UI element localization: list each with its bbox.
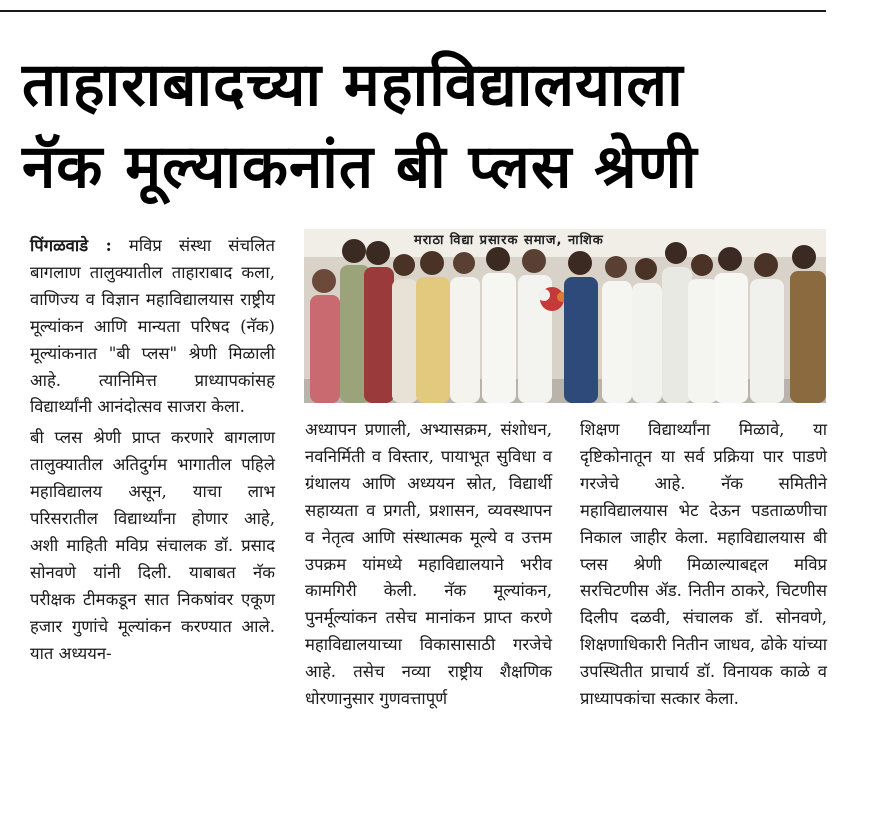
news-photo — [304, 229, 826, 403]
headline-line-2: नॅक मूल्याकनांत बी प्लस श्रेणी — [22, 132, 698, 202]
column-3-text: शिक्षण विद्यार्थ्यांना मिळावे, या दृष्टिकोनातून या सर्व प्रक्रिया पार पाडणे गरजेचे आहे. नॅक समितीने महाविद्यालयास भेट देऊन पडताळणीचा निकाल जाहीर केला. महाविद्यालयास बी प्लस श्रेणी मिळाल्याबद्दल मविप्र सरचिटणीस ॲड. नितीन ठाकरे, चिटणीस दिलीप दळवी, संचालक डॉ. सोनवणे, शिक्षणाधिकारी नितीन जाधव, ढोके यांच्या उपस्थितीत प्राचार्य डॉ. विनायक काळे व प्राध्यापकांचा सत्कार केला. — [580, 420, 827, 709]
paragraph-1 — [30, 232, 275, 421]
paragraph-1-text: मविप्र संस्था संचलित बागलाण तालुक्यातील ताहाराबाद कला, वाणिज्य व विज्ञान महाविद्यालयास राष्ट्रीय मूल्यांकन आणि मान्यता परिषद (नॅक) मूल्यांकनात "बी प्लस" श्रेणी मिळाली आहे. त्यानिमित्त प्राध्यापकांसह विद्यार्थ्यांनी आनंदोत्सव साजरा केला. — [30, 236, 276, 417]
paragraph-2 — [30, 425, 275, 667]
article-column-3 — [580, 417, 827, 713]
top-rule — [0, 10, 826, 12]
article-column-2 — [305, 417, 552, 713]
dateline: पिंगळवाडे : — [30, 235, 112, 255]
headline-line-1: ताहाराबादच्या महाविद्यालयाला — [22, 50, 684, 120]
article-column-1 — [30, 232, 275, 668]
photo-banner-text: मराठा विद्या प्रसारक समाज, नाशिक — [414, 233, 604, 248]
paragraph-2-text: बी प्लस श्रेणी प्राप्त करणारे बागलाण तालुक्यातील अतिदुर्गम भागातील पहिले महाविद्यालय असून, याचा लाभ परिसरातील विद्यार्थ्यांना होणार आहे, अशी माहिती मविप्र संचालक डॉ. प्रसाद सोनवणे यांनी दिली. याबाबत नॅक परीक्षक टीमकडून सात निकषांवर एकूण हजार गुणांचे मूल्यांकन करण्यात आले. यात अध्ययन- — [30, 428, 275, 663]
column-2-text: अध्यापन प्रणाली, अभ्यासक्रम, संशोधन, नवनिर्मिती व विस्तार, पायाभूत सुविधा व ग्रंथालय आणि अध्ययन स्रोत, विद्यार्थी सहाय्यता व प्रगती, प्रशासन, व्यवस्थापन व नेतृत्व आणि संस्थात्मक मूल्ये व उत्तम उपक्रम यांमध्ये महाविद्यालयाने भरीव कामगिरी केली. नॅक मूल्यांकन, पुनर्मूल्यांकन तसेच मानांकन प्राप्त करणे महाविद्यालयाच्या विकासासाठी गरजेचे आहे. तसेच नव्या राष्ट्रीय शैक्षणिक धोरणानुसार गुणवत्तापूर्ण — [305, 420, 552, 709]
group-photo-illustration — [304, 229, 826, 403]
headline — [22, 44, 822, 208]
